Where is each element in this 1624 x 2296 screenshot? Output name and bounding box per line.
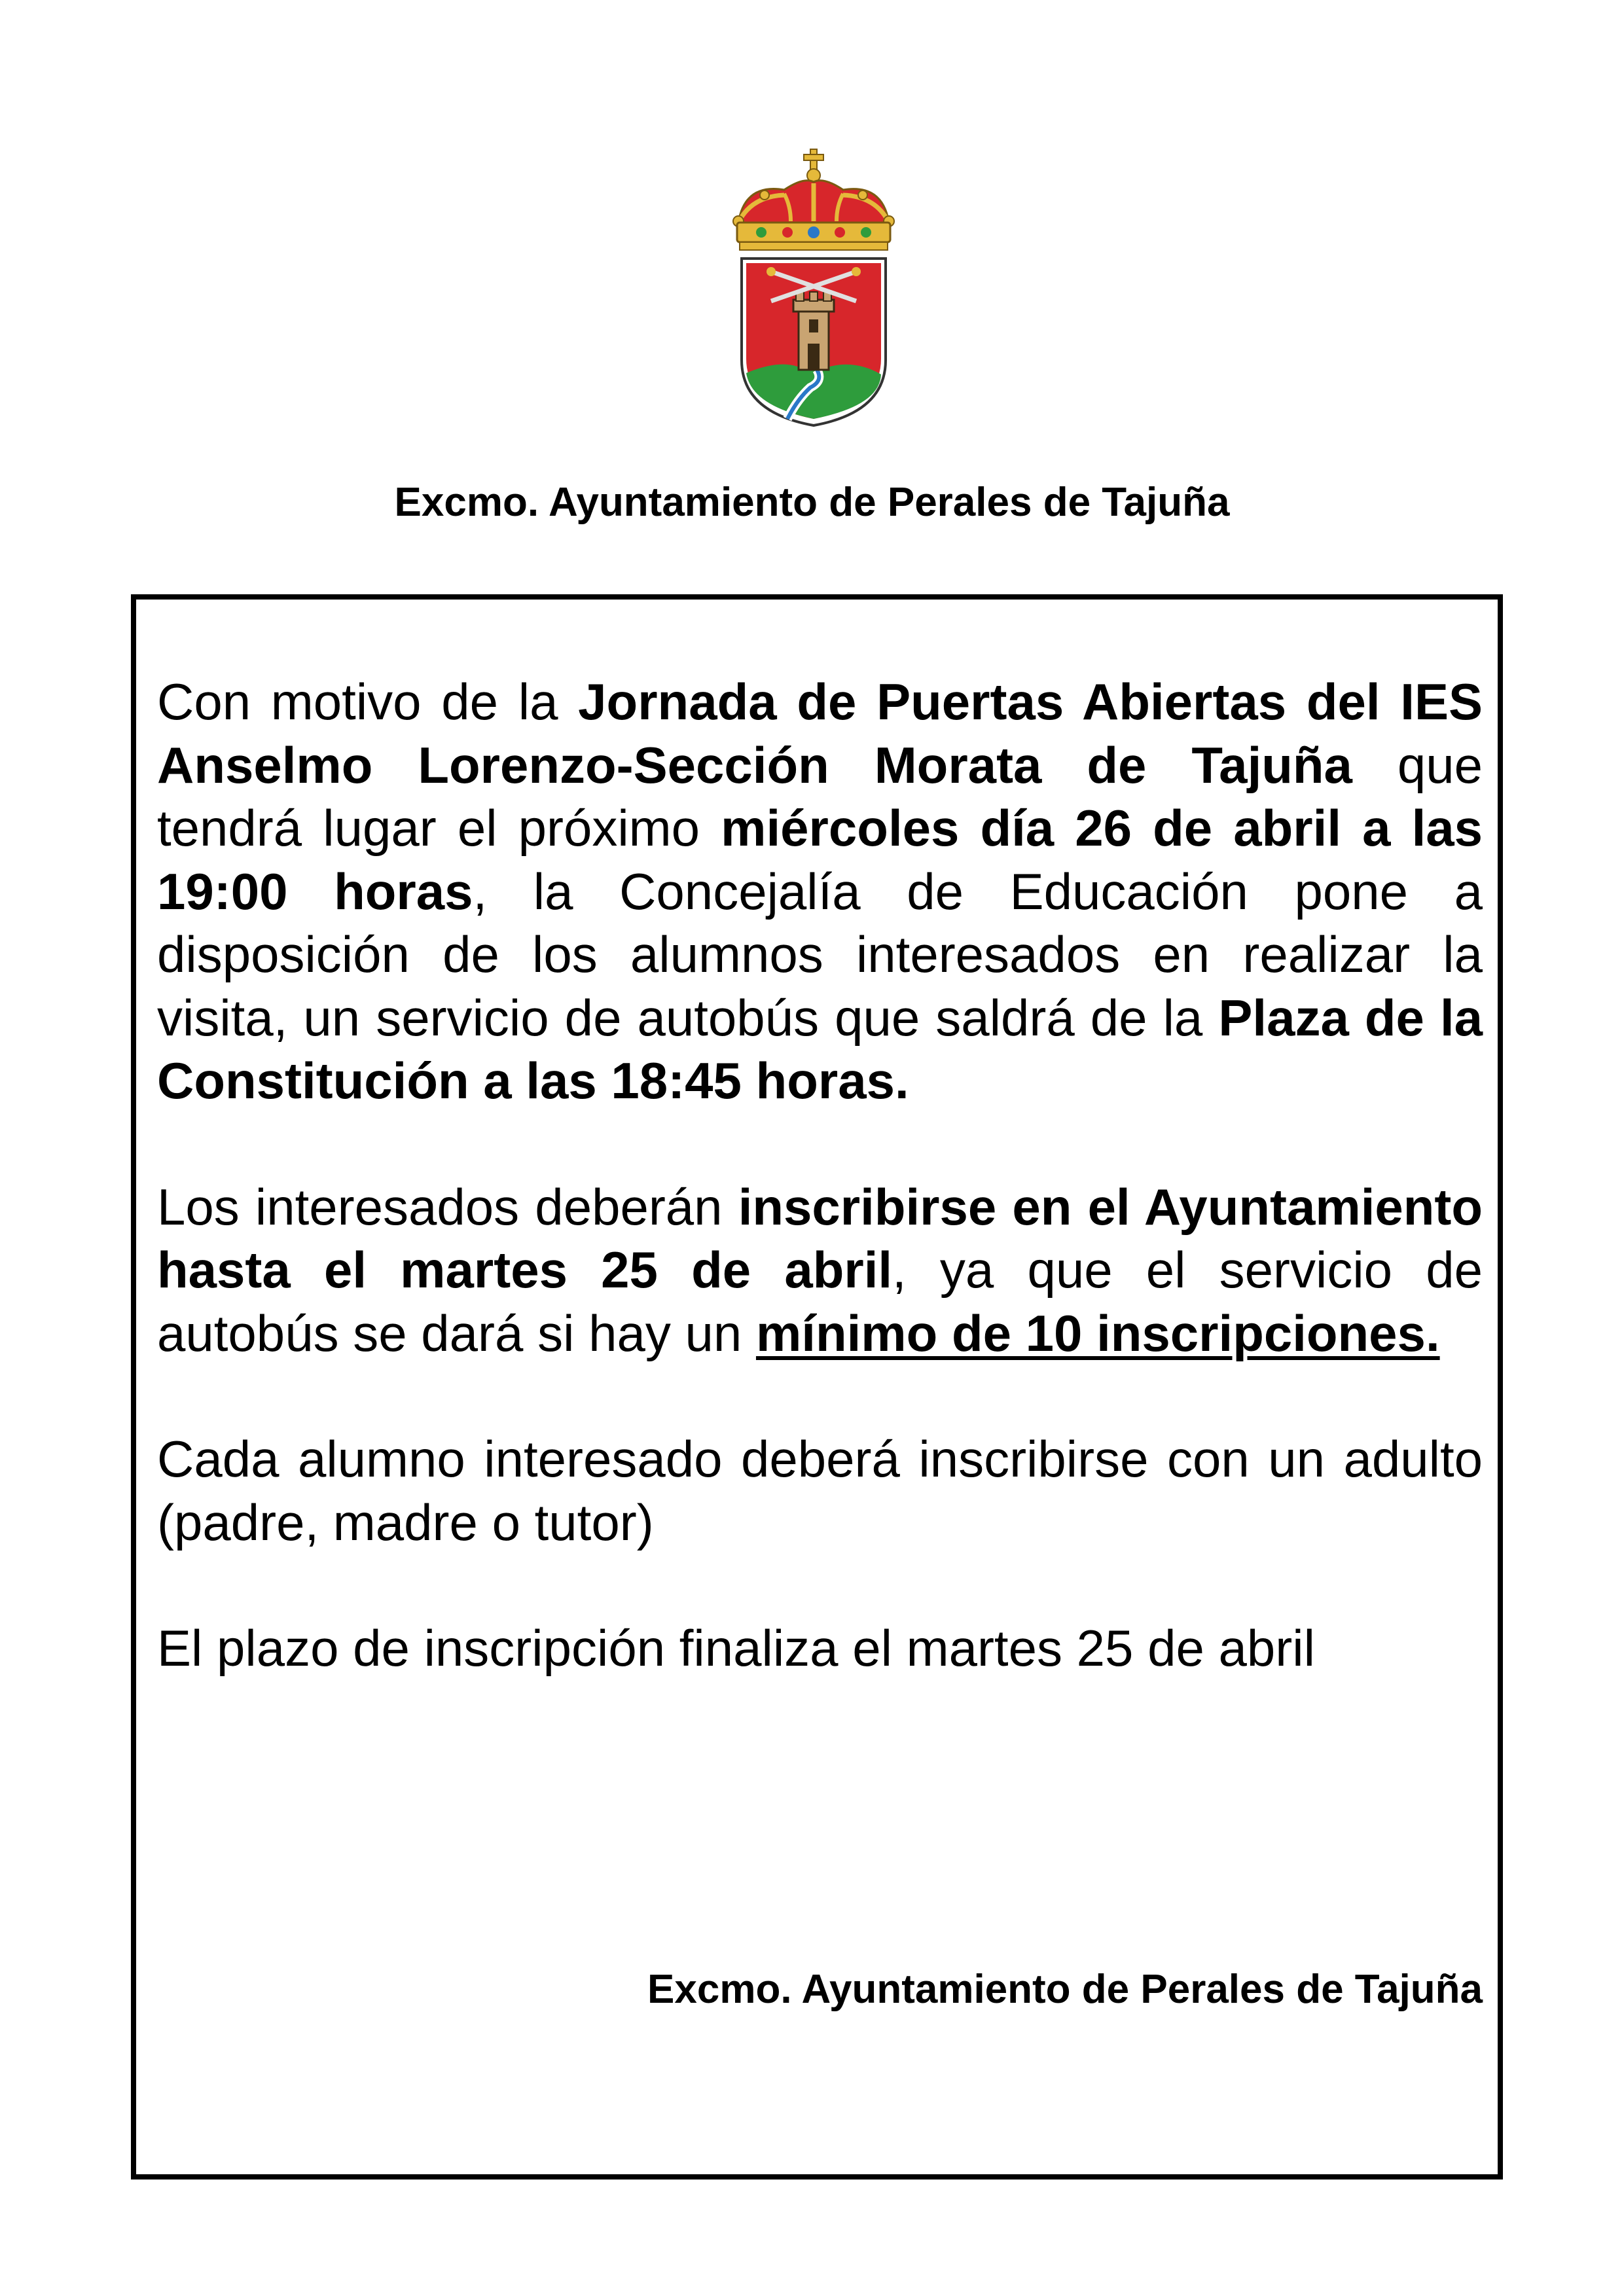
- paragraph-deadline: [157, 1617, 1483, 1680]
- text-span: Con motivo de la: [157, 673, 579, 730]
- text-span: , la Concejalía de Educación pone a disposición de los alumnos interesados en realizar la visita, un servicio de autobús que saldrá de la: [157, 862, 1483, 1047]
- text-span: Cada alumno interesado deberá inscribirse con un adulto (padre, madre o tutor): [157, 1430, 1483, 1551]
- paragraph-adult-requirement: [157, 1427, 1483, 1554]
- text-span: que tendrá lugar el próximo: [157, 736, 1483, 857]
- departure-info: Plaza de la Constitución a las 18:45 horas.: [157, 988, 1483, 1109]
- paragraph-bus-service: [157, 670, 1483, 1113]
- notice-body: [157, 670, 1483, 1680]
- event-name: Jornada de Puertas Abiertas del IES Anselmo Lorenzo-Sección Morata de Tajuña: [157, 673, 1483, 794]
- text-span: El plazo de inscripción finaliza el martes 25 de abril: [157, 1619, 1315, 1677]
- event-date: miércoles día 26 de abril a las 19:00 horas: [157, 799, 1483, 920]
- paragraph-registration: [157, 1175, 1483, 1365]
- header-title: Excmo. Ayuntamiento de Perales de Tajuña: [394, 480, 1230, 525]
- registration-deadline: inscribirse en el Ayuntamiento hasta el martes 25 de abril: [157, 1177, 1483, 1299]
- text-span: , ya que el servicio de autobús se dará si hay un: [157, 1241, 1483, 1362]
- minimum-registrations: mínimo de 10 inscripciones.: [755, 1304, 1440, 1362]
- coat-of-arms-icon: [725, 144, 902, 432]
- text-span: Los interesados deberán: [157, 1177, 738, 1236]
- signature: Excmo. Ayuntamiento de Perales de Tajuña: [647, 1967, 1483, 2012]
